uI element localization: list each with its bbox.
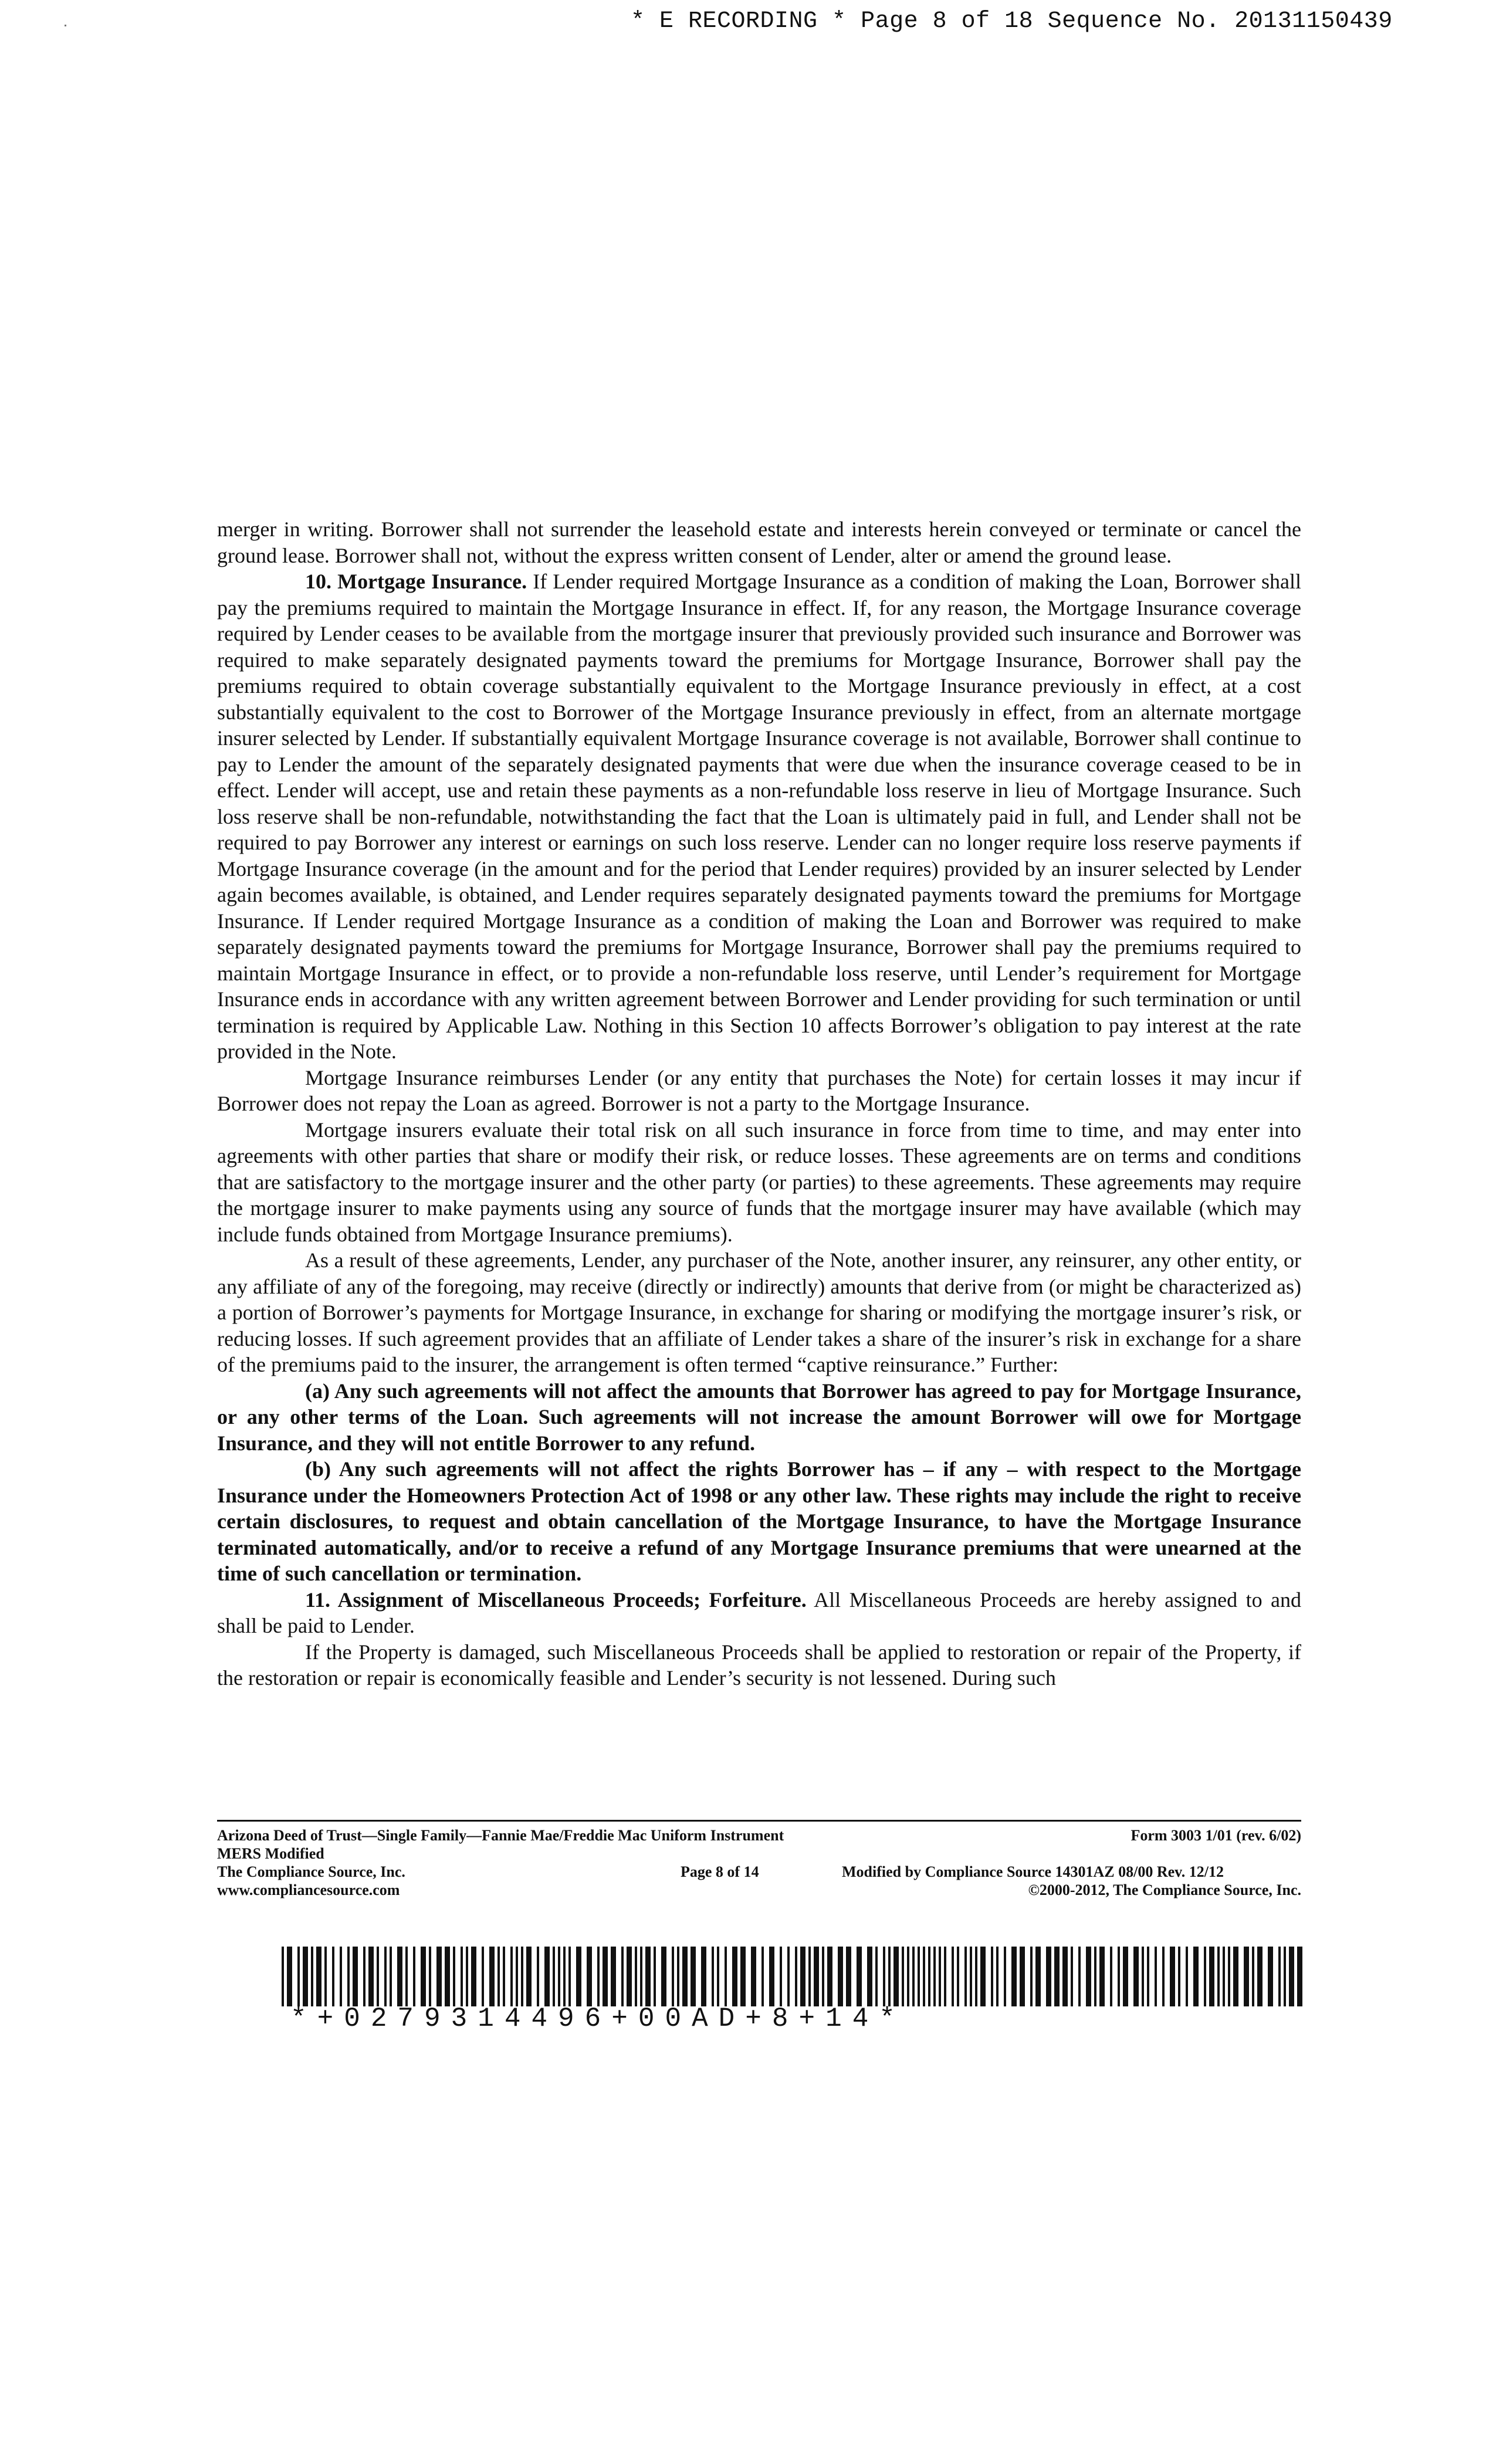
company-name: The Compliance Source, Inc.	[217, 1863, 405, 1880]
section-10-text: If Lender required Mortgage Insurance as a condition of making the Loan, Borrower shall pay the premiums required to maintain the Mortgage Insurance in effect. If, for any reason, the Mortgage Insurance coverage required by Lender ceases to be available from the mortgage insurer that previously provided such insurance and Borrower was required to make separately designated payments toward the premiums for Mortgage Insurance, Borrower shall pay the premiums required to obtain coverage substantially equivalent to the Mortgage Insurance previously in effect, at a cost substantially equivalent to the cost to Borrower of the Mortgage Insurance previously in effect, from an alternate mortgage insurer selected by Lender. If substantially equivalent Mortgage Insurance coverage is not available, Borrower shall continue to pay to Lender the amount of the separately designated payments that were due when the insurance coverage ceased to be in effect. Lender will accept, use and retain these payments as a non-refundable loss reserve in lieu of Mortgage Insurance. Such loss reserve shall be non-refundable, notwithstanding the fact that the Loan is ultimately paid in full, and Lender shall not be required to pay Borrower any interest or earnings on such loss reserve. Lender can no longer require loss reserve payments if Mortgage Insurance coverage (in the amount and for the period that Lender requires) provided by an insurer selected by Lender again becomes available, is obtained, and Lender requires separately designated payments toward the premiums for Mortgage Insurance. If Lender required Mortgage Insurance as a condition of making the Loan and Borrower was required to make separately designated payments toward the premiums for Mortgage Insurance, Borrower shall pay the premiums required to maintain Mortgage Insurance in effect, or to provide a non-refundable loss reserve, until Lender’s requirement for Mortgage Insurance ends in accordance with any written agreement between Borrower and Lender providing for such termination or until termination is required by Applicable Law. Nothing in this Section 10 affects Borrower’s obligation to pay interest at the rate provided in the Note.	[217, 570, 1301, 1063]
paragraph-insurers: Mortgage insurers evaluate their total risk on all such insurance in force from time to time, and may enter into agreements with other parties that share or modify their risk, or reduce losses. These agreements are on terms and conditions that are satisfactory to the mortgage insurer and the other party (or parties) to these agreements. These agreements may require the mortgage insurer to make payments using any source of funds that the mortgage insurer may have available (which may include funds obtained from Mortgage Insurance premiums).	[217, 1118, 1301, 1246]
website: www.compliancesource.com	[217, 1881, 400, 1898]
paragraph-leasehold: merger in writing. Borrower shall not surrender the leasehold estate and interests herein conveyed or terminate or cancel the ground lease. Borrower shall not, without the express written consent of Lender, alter or amend the ground lease.	[217, 517, 1301, 567]
modified-note: Modified by Compliance Source 14301AZ 08/00 Rev. 12/12	[842, 1863, 1224, 1880]
paragraph-reimburses: Mortgage Insurance reimburses Lender (or any entity that purchases the Note) for certain losses it may incur if Borrower does not repay the Loan as agreed. Borrower is not a party to the Mortgage Insurance.	[217, 1065, 1301, 1115]
form-title: Arizona Deed of Trust—Single Family—Fannie Mae/Freddie Mac Uniform Instrument	[217, 1827, 784, 1844]
section-11-text: All Miscellaneous Proceeds are hereby assigned to and shall be paid to Lender.	[217, 1588, 1301, 1637]
section-10	[217, 568, 1301, 1065]
paragraph-property-damaged: If the Property is damaged, such Miscellaneous Proceeds shall be applied to restoration or repair of the Property, if the restoration or repair is economically feasible and Lender’s security is not lessened. During such	[217, 1640, 1301, 1690]
recording-stamp: * E RECORDING * Page 8 of 18 Sequence No. 20131150439	[631, 8, 1393, 35]
form-footer	[217, 1820, 1301, 1899]
section-11-heading: 11. Assignment of Miscellaneous Proceeds; Forfeiture.	[305, 1588, 807, 1612]
page-number: Page 8 of 14	[681, 1863, 759, 1880]
mers-label: MERS Modified	[217, 1845, 324, 1862]
form-number: Form 3003 1/01 (rev. 6/02)	[1131, 1827, 1301, 1844]
section-11	[217, 1587, 1301, 1639]
clause-a: (a) Any such agreements will not affect the amounts that Borrower has agreed to pay for Mortgage Insurance, or any other terms of the Loan. Such agreements will not increase the amount Borrower will owe for Mortgage Insurance, and they will not entitle Borrower to any refund.	[217, 1379, 1301, 1455]
barcode-text: *+0279314496+00AD+8+14*	[290, 2003, 906, 2034]
clause-b: (b) Any such agreements will not affect the rights Borrower has – if any – with respect to the Mortgage Insurance under the Homeowners Protection Act of 1998 or any other law. These rights may include the right to receive certain disclosures, to request and obtain cancellation of the Mortgage Insurance, to have the Mortgage Insurance terminated automatically, and/or to receive a refund of any Mortgage Insurance premiums that were unearned at the time of such cancellation or termination.	[217, 1457, 1301, 1585]
copyright: ©2000-2012, The Compliance Source, Inc.	[1028, 1881, 1301, 1898]
barcode-icon	[282, 1947, 1302, 2006]
document-body	[217, 516, 1301, 1691]
section-10-heading: 10. Mortgage Insurance.	[305, 570, 527, 593]
paragraph-agreements-result: As a result of these agreements, Lender, any purchaser of the Note, another insurer, any reinsurer, any other entity, or any affiliate of any of the foregoing, may receive (directly or indirectly) amounts that derive from (or might be characterized as) a portion of Borrower’s payments for Mortgage Insurance, in exchange for sharing or modifying the mortgage insurer’s risk, or reducing losses. If such agreement provides that an affiliate of Lender takes a share of the insurer’s risk in exchange for a share of the premiums paid to the insurer, the arrangement is often termed “captive reinsurance.” Further:	[217, 1248, 1301, 1376]
scan-speck	[65, 25, 66, 26]
